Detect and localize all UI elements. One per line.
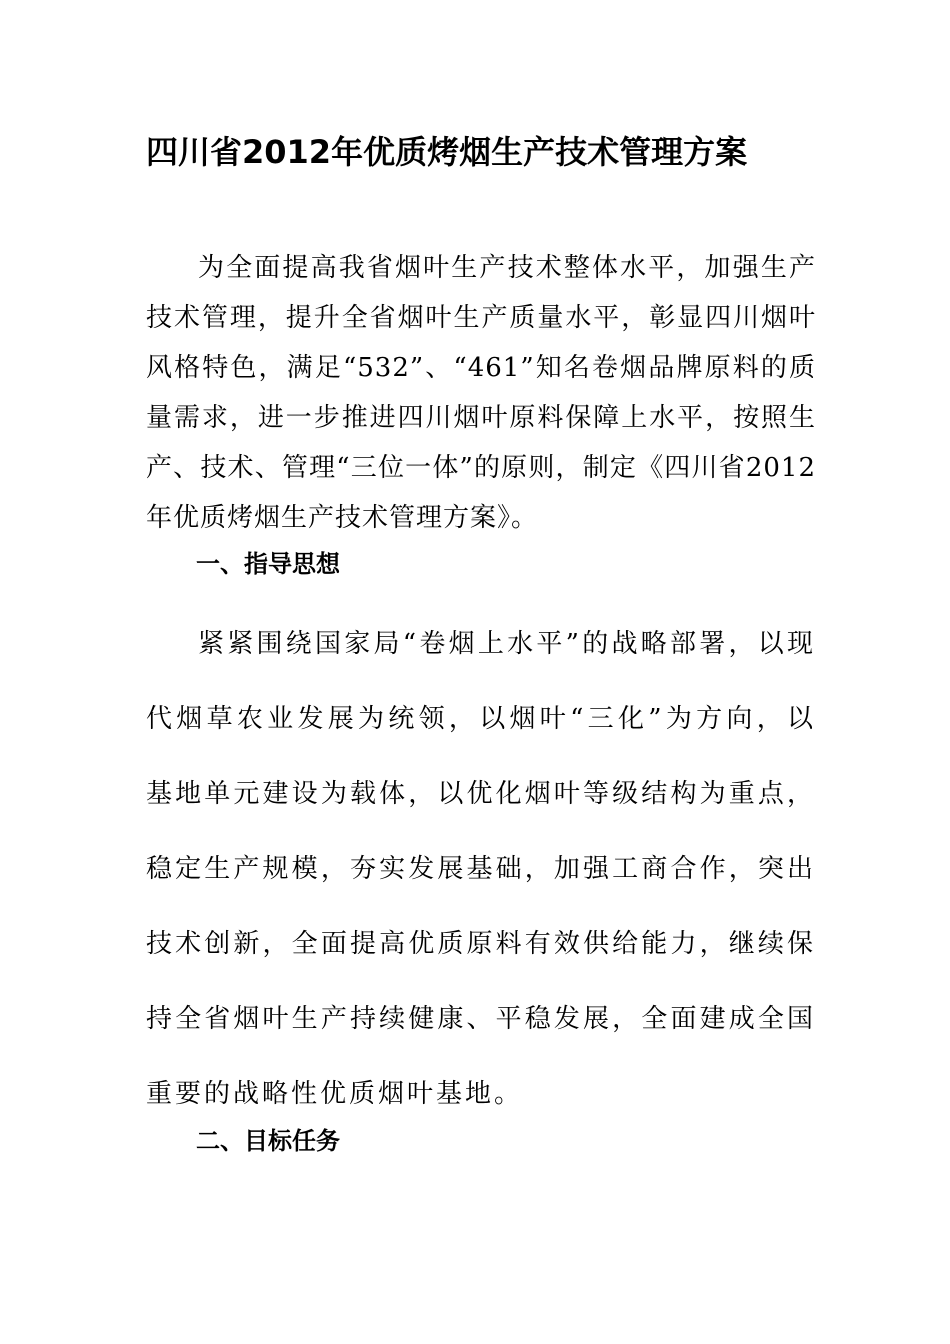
section-body-guiding-ideology: 紧紧围绕国家局“卷烟上水平”的战略部署，以现代烟草农业发展为统领，以烟叶“三化”为方向，以基地单元建设为载体，以优化烟叶等级结构为重点，稳定生产规模，夯实发展基础，加强工商合作，突出技术创新，全面提高优质原料有效供给能力，继续保持全省烟叶生产持续健康、平稳发展，全面建成全国重要的战略性优质烟叶基地。 (146, 629, 816, 1109)
section-heading-objectives: 二、目标任务 (196, 1127, 340, 1155)
document-title: 四川省2012年优质烤烟生产技术管理方案 (146, 133, 748, 171)
section-heading-guiding-ideology: 一、指导思想 (196, 550, 340, 578)
intro-paragraph: 为全面提高我省烟叶生产技术整体水平，加强生产技术管理，提升全省烟叶生产质量水平，彰显四川烟叶风格特色，满足“532”、“461”知名卷烟品牌原料的质量需求，进一步推进四川烟叶原料保障上水平，按照生产、技术、管理“三位一体”的原则，制定《四川省2012年优质烤烟生产技术管理方案》。 (146, 253, 816, 533)
